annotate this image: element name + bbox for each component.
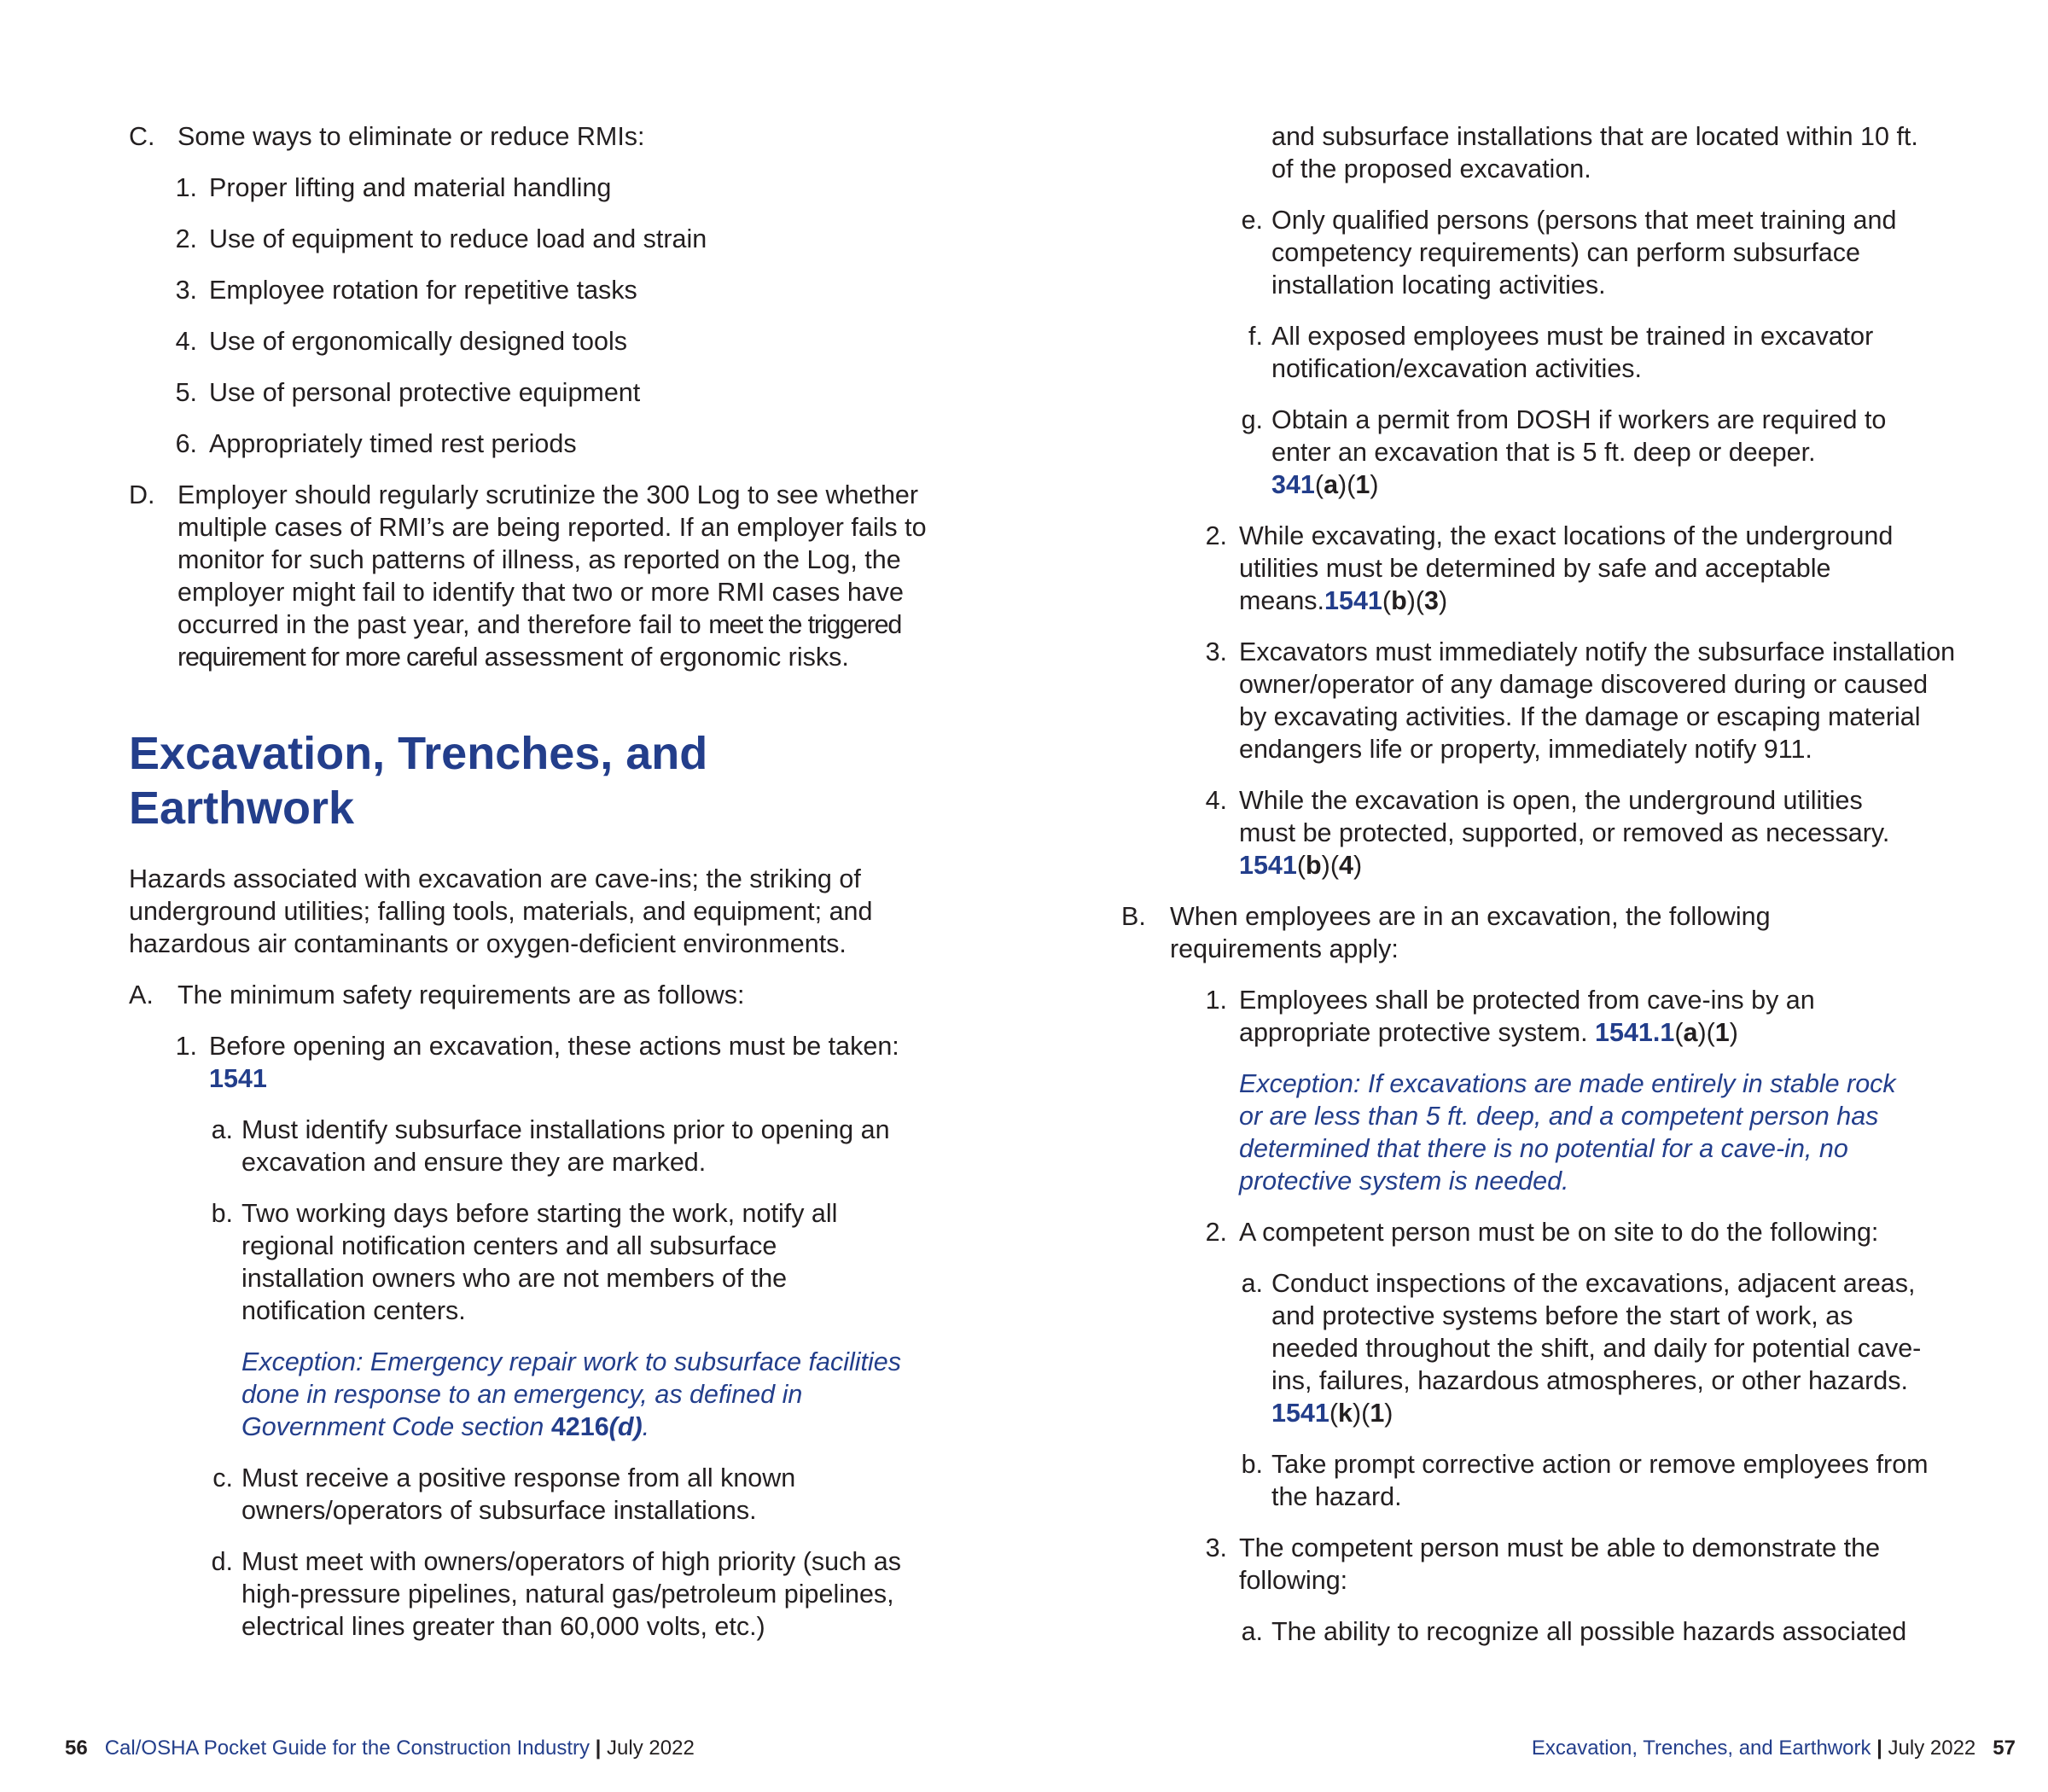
footer-separator: | [1876, 1737, 1882, 1760]
list-item [129, 223, 897, 255]
citation-paren: ) [1384, 1399, 1393, 1428]
sub-item-text: Must receive a positive response from all known owners/operators of subsurface installations. [241, 1463, 796, 1525]
list-marker: A. [129, 980, 154, 1009]
sub-item [1159, 320, 1937, 385]
list-item-text: Appropriately timed rest periods [209, 429, 577, 458]
section-heading: Excavation, Trenches, and Earthwork [129, 728, 708, 834]
intro-paragraph: Hazards associated with excavation are cave-ins; the striking of underground utilities; falling tools, materials, and equipment; and hazardous air contaminants or oxygen-deficient environments. [129, 864, 873, 958]
footer-date: July 2022 [607, 1737, 695, 1760]
citation-paren: ( [1314, 470, 1324, 499]
list-item [1159, 1532, 1956, 1597]
sub-letter: b. [211, 1199, 233, 1228]
citation-subsection: a [1683, 1018, 1698, 1047]
sub-letter: g. [1241, 405, 1263, 434]
list-item-text: The competent person must be able to demonstrate the following: [1239, 1533, 1881, 1595]
sub-letter: b. [1241, 1450, 1263, 1479]
list-item-text-condensed: meet the triggered requirement for more careful [177, 610, 902, 672]
regulation-citation: 1541.1 [1595, 1018, 1675, 1047]
list-marker: B. [1121, 902, 1146, 931]
page-footer-right [1532, 1736, 2016, 1761]
regulation-citation: 1541 [1271, 1399, 1329, 1428]
sub-item [1159, 204, 1937, 301]
list-number: 3. [1205, 1533, 1227, 1562]
list-marker: C. [129, 122, 155, 151]
citation-paren: ( [1674, 1018, 1684, 1047]
citation-paren: ) [1353, 851, 1363, 880]
list-item-text: Excavators must immediately notify the subsurface installation owner/operator of any damage discovered during or caused by excavating activities. If the damage or escaping material endangers life or property, immediately notify 911. [1239, 637, 1956, 764]
list-item-text: Employee rotation for repetitive tasks [209, 276, 637, 305]
sub-letter: c. [212, 1463, 233, 1492]
list-item [129, 172, 897, 204]
list-item-text-end: assessment of ergonomic risks. [477, 643, 849, 672]
list-number: 2. [175, 224, 197, 253]
list-item-c [129, 120, 897, 153]
list-number: 2. [1205, 1218, 1227, 1247]
sub-item-text: Two working days before starting the work, notify all regional notification centers and all subsurface installation owners who are not members of the notification centers. [241, 1199, 838, 1325]
sub-item-continuation [1159, 120, 1937, 185]
list-item-text: While the excavation is open, the underground utilities must be protected, supported, or removed as necessary. [1239, 786, 1890, 847]
list-item-text: Some ways to eliminate or reduce RMIs: [177, 122, 645, 151]
sub-item [129, 1545, 924, 1643]
list-item-text: When employees are in an excavation, the following requirements apply: [1170, 902, 1771, 963]
list-item-text: A competent person must be on site to do the following: [1239, 1218, 1879, 1247]
citation-paren: ) [1729, 1018, 1738, 1047]
footer-separator: | [595, 1737, 602, 1760]
citation-paren: ) [1370, 470, 1379, 499]
sub-item-text: Must identify subsurface installations prior to opening an excavation and ensure they are marked. [241, 1115, 890, 1177]
citation-paren: ( [1382, 586, 1392, 615]
sub-letter: a. [1241, 1617, 1263, 1646]
citation-paren: ) [1439, 586, 1448, 615]
page-number: 56 [65, 1737, 88, 1760]
exception-text: Exception: Emergency repair work to subsurface facilities done in response to an emergency, as defined in Government Code section [241, 1347, 901, 1441]
list-marker: D. [129, 480, 155, 509]
sub-item [129, 1197, 890, 1327]
regulation-citation: 1541 [1239, 851, 1297, 880]
footer-guide-title: Cal/OSHA Pocket Guide for the Construction Industry [104, 1737, 590, 1760]
sub-item-text: Obtain a permit from DOSH if workers are required to enter an excavation that is 5 ft. deep or deeper. [1271, 405, 1887, 467]
list-item-text: Use of equipment to reduce load and strain [209, 224, 707, 253]
list-number: 4. [1205, 786, 1227, 815]
regulation-citation: 341 [1271, 470, 1315, 499]
list-item [129, 428, 897, 460]
sub-item [129, 1462, 924, 1527]
citation-subsection: 1 [1355, 470, 1370, 499]
sub-item-text: All exposed employees must be trained in excavator notification/excavation activities. [1271, 322, 1874, 383]
citation-subsection: k [1338, 1399, 1353, 1428]
list-item-text: Use of ergonomically designed tools [209, 327, 627, 356]
citation-subsection: 1 [1370, 1399, 1385, 1428]
left-column [129, 120, 927, 1661]
sub-letter: a. [1241, 1269, 1263, 1298]
list-item-text: Proper lifting and material handling [209, 173, 612, 202]
list-number: 1. [175, 1032, 197, 1061]
regulation-subsection: (d) [608, 1412, 643, 1441]
page-footer-left [65, 1736, 695, 1761]
sub-letter: d. [211, 1547, 233, 1576]
list-item-text: Before opening an excavation, these actions must be taken: [209, 1032, 899, 1061]
citation-subsection: 4 [1339, 851, 1353, 880]
list-number: 1. [175, 173, 197, 202]
exception-note: Exception: If excavations are made entirely in stable rock or are less than 5 ft. deep, and a competent person has determined that there is no potential for a cave-in, no protective system is needed. [1239, 1069, 1896, 1196]
regulation-citation: 4216 [550, 1412, 609, 1441]
list-number: 4. [175, 327, 197, 356]
right-page [1024, 0, 2048, 1792]
list-number: 3. [175, 276, 197, 305]
list-item [1159, 520, 1913, 617]
list-number: 1. [1205, 986, 1227, 1015]
list-item [1159, 784, 1922, 881]
right-column [1121, 120, 2012, 1667]
sub-item [1159, 1448, 1937, 1513]
sub-item-text: and subsurface installations that are located within 10 ft. of the proposed excavation. [1271, 122, 1918, 183]
list-item [129, 1030, 922, 1095]
sub-item [1159, 1615, 1988, 1648]
citation-paren: )( [1353, 1399, 1370, 1428]
citation-subsection: 1 [1714, 1018, 1730, 1047]
sub-item-text: The ability to recognize all possible hazards associated [1271, 1617, 1907, 1646]
citation-paren: )( [1321, 851, 1339, 880]
sub-item [1159, 1267, 1946, 1429]
regulation-citation: 1541 [1324, 586, 1382, 615]
exception-end: . [642, 1412, 650, 1441]
list-item-text: Employer should regularly scrutinize the 300 Log to see whether multiple cases of RMI’s are being reported. If an employer fails to monitor for such patterns of illness, as reported on the Log, the employer might fail to identify that two or more RMI cases have occurred in the past year, and therefore fail to [177, 480, 927, 639]
list-item-d [129, 479, 945, 673]
sub-item-text: Conduct inspections of the excavations, adjacent areas, and protective systems before the start of work, as needed throughout the shift, and daily for potential cave-ins, failures, hazardous atmospheres, or other hazards. [1271, 1269, 1922, 1395]
list-item [1159, 984, 1922, 1049]
citation-paren: )( [1697, 1018, 1715, 1047]
citation-subsection: b [1306, 851, 1322, 880]
citation-paren: )( [1338, 470, 1356, 499]
page-number: 57 [1993, 1737, 2016, 1760]
sub-letter: a. [211, 1115, 233, 1144]
footer-section-title: Excavation, Trenches, and Earthwork [1531, 1737, 1871, 1760]
list-item [129, 325, 897, 358]
sub-item-text: Take prompt corrective action or remove employees from the hazard. [1271, 1450, 1929, 1511]
citation-subsection: a [1324, 470, 1339, 499]
list-item-text: While excavating, the exact locations of the underground utilities must be determined by safe and acceptable means. [1239, 521, 1894, 615]
list-item [129, 274, 897, 306]
sub-item [129, 1114, 924, 1178]
list-number: 6. [175, 429, 197, 458]
sub-letter: f. [1248, 322, 1263, 351]
citation-paren: )( [1406, 586, 1425, 615]
sub-letter: e. [1241, 206, 1263, 235]
list-item-text: Employees shall be protected from cave-ins by an appropriate protective system. [1239, 986, 1815, 1047]
list-item-a [129, 979, 897, 1011]
list-item-b [1121, 900, 1836, 965]
sub-item-text: Must meet with owners/operators of high priority (such as high-pressure pipelines, natural gas/petroleum pipelines, electrical lines greater than 60,000 volts, etc.) [241, 1547, 901, 1641]
list-number: 2. [1205, 521, 1227, 550]
list-item-text: The minimum safety requirements are as follows: [177, 980, 745, 1009]
citation-subsection: 3 [1424, 586, 1439, 615]
list-number: 5. [175, 378, 197, 407]
citation-paren: ( [1296, 851, 1306, 880]
footer-date: July 2022 [1888, 1737, 1976, 1760]
citation-paren: ( [1329, 1399, 1339, 1428]
list-item [1159, 1216, 1956, 1248]
list-number: 3. [1205, 637, 1227, 666]
list-item [1159, 636, 1956, 765]
regulation-citation: 1541 [209, 1064, 267, 1093]
list-item [129, 376, 897, 409]
sub-item [1159, 404, 1937, 501]
citation-subsection: b [1391, 586, 1407, 615]
exception-note [129, 1346, 924, 1443]
list-item-text: Use of personal protective equipment [209, 378, 641, 407]
sub-item-text: Only qualified persons (persons that meet training and competency requirements) can perform subsurface installation locating activities. [1271, 206, 1897, 300]
